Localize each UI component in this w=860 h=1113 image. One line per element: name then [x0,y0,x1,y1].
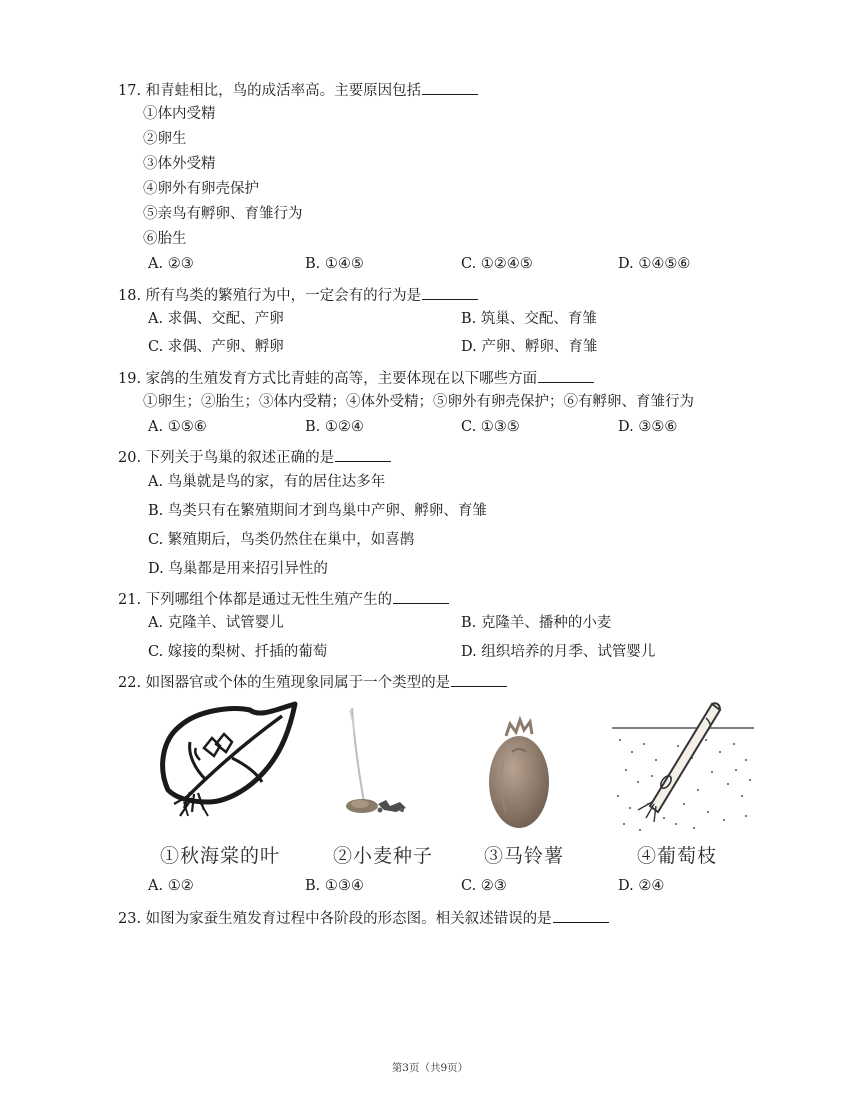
q17-option-b: B. ①④⑤ [305,256,364,272]
q21-option-b: B. 克隆羊、播种的小麦 [461,615,612,631]
q18-stem: 18. 所有鸟类的繁殖行为中，一定会有的行为是 [118,285,478,305]
q22-option-d: D. ②④ [618,878,665,894]
begonia-leaf-illustration [150,698,300,838]
q18-option-a: A. 求偶、交配、产卵 [148,311,284,327]
q21-option-c: C. 嫁接的梨树、扦插的葡萄 [148,644,328,660]
q22-stem: 22. 如图器官或个体的生殖现象同属于一个类型的是 [118,672,507,692]
answer-blank [538,368,594,383]
q20-stem: 20. 下列关于鸟巢的叙述正确的是 [118,447,391,467]
q17-item-2: ②卵生 [143,131,187,147]
q19-option-d: D. ③⑤⑥ [618,419,678,435]
q18-option-b: B. 筑巢、交配、育雏 [461,311,597,327]
q18-option-d: D. 产卵、孵卵、育雏 [461,339,598,355]
q17-item-3: ③体外受精 [143,156,216,172]
q19-stem: 19. 家鸽的生殖发育方式比青蛙的高等，主要体现在以下哪些方面 [118,368,594,388]
q19-option-c: C. ①③⑤ [461,419,520,435]
q22-option-c: C. ②③ [461,878,507,894]
answer-blank [451,672,507,687]
q22-option-a: A. ①② [148,878,194,894]
q17-option-c: C. ①②④⑤ [461,256,533,272]
q19-option-b: B. ①②④ [305,419,364,435]
q17-stem: 17. 和青蛙相比，鸟的成活率高。主要原因包括 [118,80,478,100]
q17-option-d: D. ①④⑤⑥ [618,256,691,272]
page-footer: 第3页（共9页） [391,1062,469,1074]
q20-option-d: D. 鸟巢都是用来招引异性的 [148,561,328,577]
grape-branch-cutting-illustration [608,700,758,840]
q17-option-a: A. ②③ [148,256,194,272]
answer-blank [422,80,478,95]
q21-stem: 21. 下列哪组个体都是通过无性生殖产生的 [118,589,449,609]
q19-option-a: A. ①⑤⑥ [148,419,207,435]
q18-option-c: C. 求偶、产卵、孵卵 [148,339,284,355]
q17-item-4: ④卵外有卵壳保护 [143,181,259,197]
q20-option-a: A. 鸟巢就是鸟的家，有的居住达多年 [148,474,386,490]
q17-item-6: ⑥胎生 [143,231,187,247]
wheat-seed-illustration [330,698,440,838]
figure-caption-2: ②小麦种子 [333,845,434,867]
figure-caption-1: ①秋海棠的叶 [160,845,281,867]
answer-blank [335,447,391,462]
q23-stem: 23. 如图为家蚕生殖发育过程中各阶段的形态图。相关叙述错误的是 [118,908,609,928]
figure-caption-3: ③马铃薯 [484,845,565,867]
answer-blank [422,285,478,300]
figure-caption-4: ④葡萄枝 [637,845,718,867]
q20-option-c: C. 繁殖期后，鸟类仍然住在巢中，如喜鹊 [148,532,415,548]
q17-item-5: ⑤亲鸟有孵卵、育雏行为 [143,206,303,222]
q22-option-b: B. ①③④ [305,878,364,894]
answer-blank [393,589,449,604]
q19-items: ①卵生；②胎生；③体内受精；④体外受精；⑤卵外有卵壳保护；⑥有孵卵、育雏行为 [143,394,694,410]
q21-option-d: D. 组织培养的月季、试管婴儿 [461,644,656,660]
answer-blank [553,908,609,923]
q17-item-1: ①体内受精 [143,106,216,122]
q21-option-a: A. 克隆羊、试管婴儿 [148,615,284,631]
potato-illustration [470,712,570,842]
q20-option-b: B. 鸟类只有在繁殖期间才到鸟巢中产卵、孵卵、育雏 [148,503,487,519]
